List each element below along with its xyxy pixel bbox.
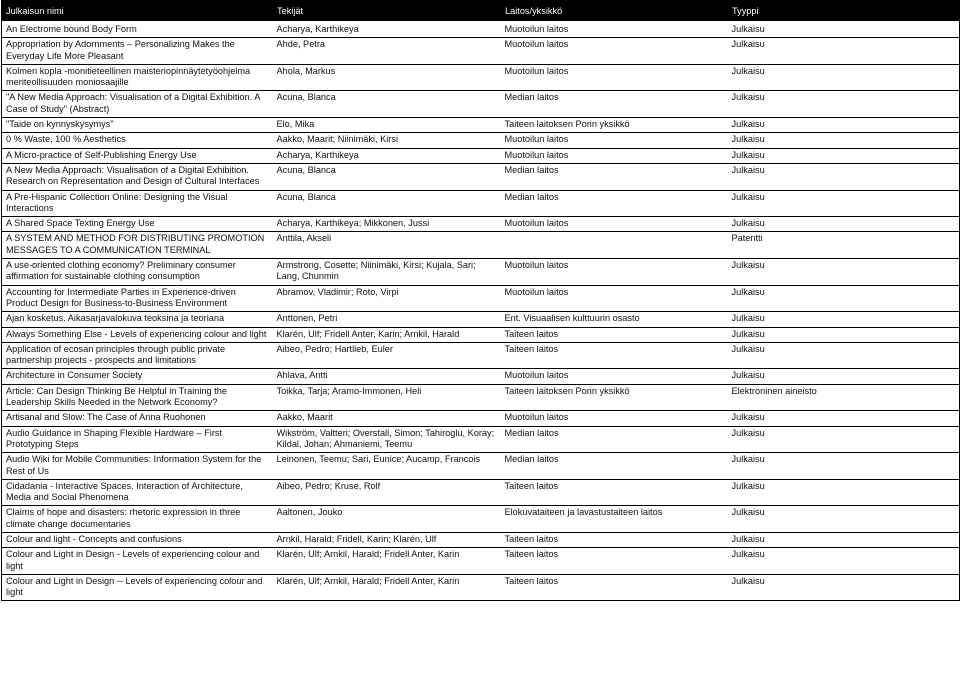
table-row xyxy=(2,190,960,217)
cell-unit: Muotoilun laitos xyxy=(501,21,728,38)
table-row xyxy=(2,384,960,411)
cell-type: Julkaisu xyxy=(728,574,960,601)
cell-unit: Taiteen laitos xyxy=(501,574,728,601)
header-type: Tyyppi xyxy=(728,1,960,21)
cell-title: Application of ecosan principles through public private partnership projects - prospects and limitations xyxy=(2,342,273,369)
cell-authors: Acharya, Karthikeya; Mikkonen, Jussi xyxy=(273,217,501,232)
cell-type: Julkaisu xyxy=(728,342,960,369)
cell-title: A Micro-practice of Self-Publishing Energy Use xyxy=(2,148,273,163)
cell-title: Artisanal and Slow: The Case of Anna Ruohonen xyxy=(2,411,273,426)
cell-unit: Taiteen laitoksen Porin yksikkö xyxy=(501,384,728,411)
cell-unit: Median laitos xyxy=(501,453,728,480)
table-body xyxy=(2,21,960,601)
cell-type: Julkaisu xyxy=(728,91,960,118)
cell-title: Ajan kosketus. Aikasarjavalokuva teoksina ja teoriana xyxy=(2,312,273,327)
cell-type: Julkaisu xyxy=(728,38,960,65)
cell-title: Kolmen kopla -monitieteellinen maisteriopinnäytetyöohjelma meriteollisuuden moniosaajille xyxy=(2,64,273,91)
table-row xyxy=(2,38,960,65)
table-row xyxy=(2,342,960,369)
cell-type: Julkaisu xyxy=(728,453,960,480)
cell-unit xyxy=(501,232,728,259)
cell-authors: Klarén, Ulf; Arnkil, Harald; Fridell Anter, Karin xyxy=(273,548,501,575)
cell-title: An Electrome bound Body Form xyxy=(2,21,273,38)
cell-type: Julkaisu xyxy=(728,148,960,163)
table-row xyxy=(2,411,960,426)
cell-authors: Elo, Mika xyxy=(273,118,501,133)
cell-authors: Aakko, Maarit; Niinimäki, Kirsi xyxy=(273,133,501,148)
table-row xyxy=(2,369,960,384)
cell-type: Julkaisu xyxy=(728,163,960,190)
cell-title: A Shared Space Texting Energy Use xyxy=(2,217,273,232)
cell-type: Patentti xyxy=(728,232,960,259)
cell-authors: Klarén, Ulf; Arnkil, Harald; Fridell Anter, Karin xyxy=(273,574,501,601)
cell-unit: Taiteen laitos xyxy=(501,548,728,575)
table-row xyxy=(2,285,960,312)
table-row xyxy=(2,232,960,259)
cell-authors: Acharya, Karthikeya xyxy=(273,148,501,163)
cell-authors: Aibeo, Pedro; Kruse, Rolf xyxy=(273,479,501,506)
table-row xyxy=(2,163,960,190)
cell-unit: Median laitos xyxy=(501,163,728,190)
cell-authors: Acharya, Karthikeya xyxy=(273,21,501,38)
cell-unit: Muotoilun laitos xyxy=(501,369,728,384)
cell-type: Julkaisu xyxy=(728,479,960,506)
cell-authors: Abramov, Vladimir; Roto, Virpi xyxy=(273,285,501,312)
cell-authors: Wikström, Valtteri; Overstall, Simon; Tahiroglu, Koray; Kildal, Johan; Ahmaniemi, Teemu xyxy=(273,426,501,453)
cell-unit: Median laitos xyxy=(501,91,728,118)
cell-type: Julkaisu xyxy=(728,426,960,453)
cell-authors: Aakko, Maarit xyxy=(273,411,501,426)
cell-title: 0 % Waste, 100 % Aesthetics xyxy=(2,133,273,148)
cell-type: Julkaisu xyxy=(728,217,960,232)
cell-unit: Muotoilun laitos xyxy=(501,411,728,426)
cell-unit: Taiteen laitos xyxy=(501,479,728,506)
cell-type: Julkaisu xyxy=(728,190,960,217)
cell-unit: Ent. Visuaalisen kulttuurin osasto xyxy=(501,312,728,327)
cell-unit: Muotoilun laitos xyxy=(501,64,728,91)
table-row xyxy=(2,148,960,163)
table-row xyxy=(2,548,960,575)
cell-type: Julkaisu xyxy=(728,506,960,533)
table-row xyxy=(2,312,960,327)
cell-authors: Aibeo, Pedro; Hartlieb, Euler xyxy=(273,342,501,369)
cell-unit: Muotoilun laitos xyxy=(501,285,728,312)
cell-unit: Muotoilun laitos xyxy=(501,148,728,163)
header-row xyxy=(2,1,960,21)
table-row xyxy=(2,506,960,533)
cell-unit: Taiteen laitoksen Porin yksikkö xyxy=(501,118,728,133)
header-authors: Tekijät xyxy=(273,1,501,21)
cell-type: Julkaisu xyxy=(728,532,960,547)
cell-title: Colour and light - Concepts and confusions xyxy=(2,532,273,547)
table-row xyxy=(2,133,960,148)
cell-unit: Muotoilun laitos xyxy=(501,217,728,232)
table-row xyxy=(2,259,960,286)
cell-unit: Muotoilun laitos xyxy=(501,133,728,148)
table-row xyxy=(2,532,960,547)
cell-authors: Acuna, Blanca xyxy=(273,190,501,217)
cell-title: A use-oriented clothing economy? Preliminary consumer affirmation for sustainable clothing consumption xyxy=(2,259,273,286)
cell-authors: Ahola, Markus xyxy=(273,64,501,91)
cell-type: Elektroninen aineisto xyxy=(728,384,960,411)
cell-authors: Aaltonen, Jouko xyxy=(273,506,501,533)
cell-title: "A New Media Approach: Visualisation of a Digital Exhibition. A Case of Study" (Abstract) xyxy=(2,91,273,118)
cell-authors: Klarén, Ulf; Fridell Anter, Karin; Arnkil, Harald xyxy=(273,327,501,342)
table-row xyxy=(2,453,960,480)
cell-title: Colour and Light in Design -- Levels of experiencing colour and light xyxy=(2,574,273,601)
cell-type: Julkaisu xyxy=(728,411,960,426)
cell-type: Julkaisu xyxy=(728,21,960,38)
cell-authors: Anttila, Akseli xyxy=(273,232,501,259)
cell-title: Always Something Else - Levels of experiencing colour and light xyxy=(2,327,273,342)
cell-title: A SYSTEM AND METHOD FOR DISTRIBUTING PROMOTION MESSAGES TO A COMMUNICATION TERMINAL xyxy=(2,232,273,259)
cell-type: Julkaisu xyxy=(728,369,960,384)
cell-title: "Taide on kynnyskysymys" xyxy=(2,118,273,133)
table-row xyxy=(2,91,960,118)
table-row xyxy=(2,64,960,91)
cell-authors: Toikka, Tarja; Aramo-Immonen, Heli xyxy=(273,384,501,411)
cell-title: Claims of hope and disasters: rhetoric expression in three climate change documentaries xyxy=(2,506,273,533)
cell-unit: Median laitos xyxy=(501,190,728,217)
header-unit: Laitos/yksikkö xyxy=(501,1,728,21)
cell-authors: Acuna, Blanca xyxy=(273,163,501,190)
table-row xyxy=(2,426,960,453)
cell-authors: Leinonen, Teemu; Sari, Eunice; Aucamp, Francois xyxy=(273,453,501,480)
cell-type: Julkaisu xyxy=(728,133,960,148)
cell-type: Julkaisu xyxy=(728,64,960,91)
cell-title: Appropriation by Adornments – Personalizing Makes the Everyday Life More Pleasant xyxy=(2,38,273,65)
cell-title: A Pre-Hispanic Collection Online: Designing the Visual Interactions xyxy=(2,190,273,217)
cell-title: Cidadania - Interactive Spaces. Interaction of Architecture, Media and Social Phenomena xyxy=(2,479,273,506)
cell-type: Julkaisu xyxy=(728,285,960,312)
cell-type: Julkaisu xyxy=(728,259,960,286)
table-row xyxy=(2,217,960,232)
cell-authors: Ahlava, Antti xyxy=(273,369,501,384)
cell-title: Accounting for Intermediate Parties in Experience-driven Product Design for Business-to-Business Environment xyxy=(2,285,273,312)
cell-unit: Taiteen laitos xyxy=(501,327,728,342)
table-row xyxy=(2,479,960,506)
cell-unit: Elokuvataiteen ja lavastustaiteen laitos xyxy=(501,506,728,533)
cell-authors: Ahde, Petra xyxy=(273,38,501,65)
table-row xyxy=(2,118,960,133)
cell-type: Julkaisu xyxy=(728,118,960,133)
cell-title: Architecture in Consumer Society xyxy=(2,369,273,384)
cell-authors: Acuna, Blanca xyxy=(273,91,501,118)
cell-unit: Muotoilun laitos xyxy=(501,259,728,286)
cell-unit: Taiteen laitos xyxy=(501,532,728,547)
table-row xyxy=(2,327,960,342)
cell-authors: Armstrong, Cosette; Niinimäki, Kirsi; Kujala, Sari; Lang, Chunmin xyxy=(273,259,501,286)
cell-title: Audio Guidance in Shaping Flexible Hardware – First Prototyping Steps xyxy=(2,426,273,453)
cell-type: Julkaisu xyxy=(728,548,960,575)
cell-title: A New Media Approach: Visualisation of a Digital Exhibition. Research on Representation and Design of Cultural Interfaces xyxy=(2,163,273,190)
table-row xyxy=(2,574,960,601)
cell-authors: Arnkil, Harald; Fridell, Karin; Klarén, Ulf xyxy=(273,532,501,547)
table-row xyxy=(2,21,960,38)
cell-title: Audio Wiki for Mobile Communities: Information System for the Rest of Us xyxy=(2,453,273,480)
cell-authors: Anttonen, Petri xyxy=(273,312,501,327)
cell-unit: Taiteen laitos xyxy=(501,342,728,369)
cell-unit: Muotoilun laitos xyxy=(501,38,728,65)
cell-unit: Median laitos xyxy=(501,426,728,453)
cell-title: Article: Can Design Thinking Be Helpful in Training the Leadership Skills Needed in the Network Economy? xyxy=(2,384,273,411)
header-title: Julkaisun nimi xyxy=(2,1,273,21)
cell-title: Colour and Light in Design - Levels of experiencing colour and light xyxy=(2,548,273,575)
publications-table xyxy=(1,0,960,601)
cell-type: Julkaisu xyxy=(728,312,960,327)
cell-type: Julkaisu xyxy=(728,327,960,342)
